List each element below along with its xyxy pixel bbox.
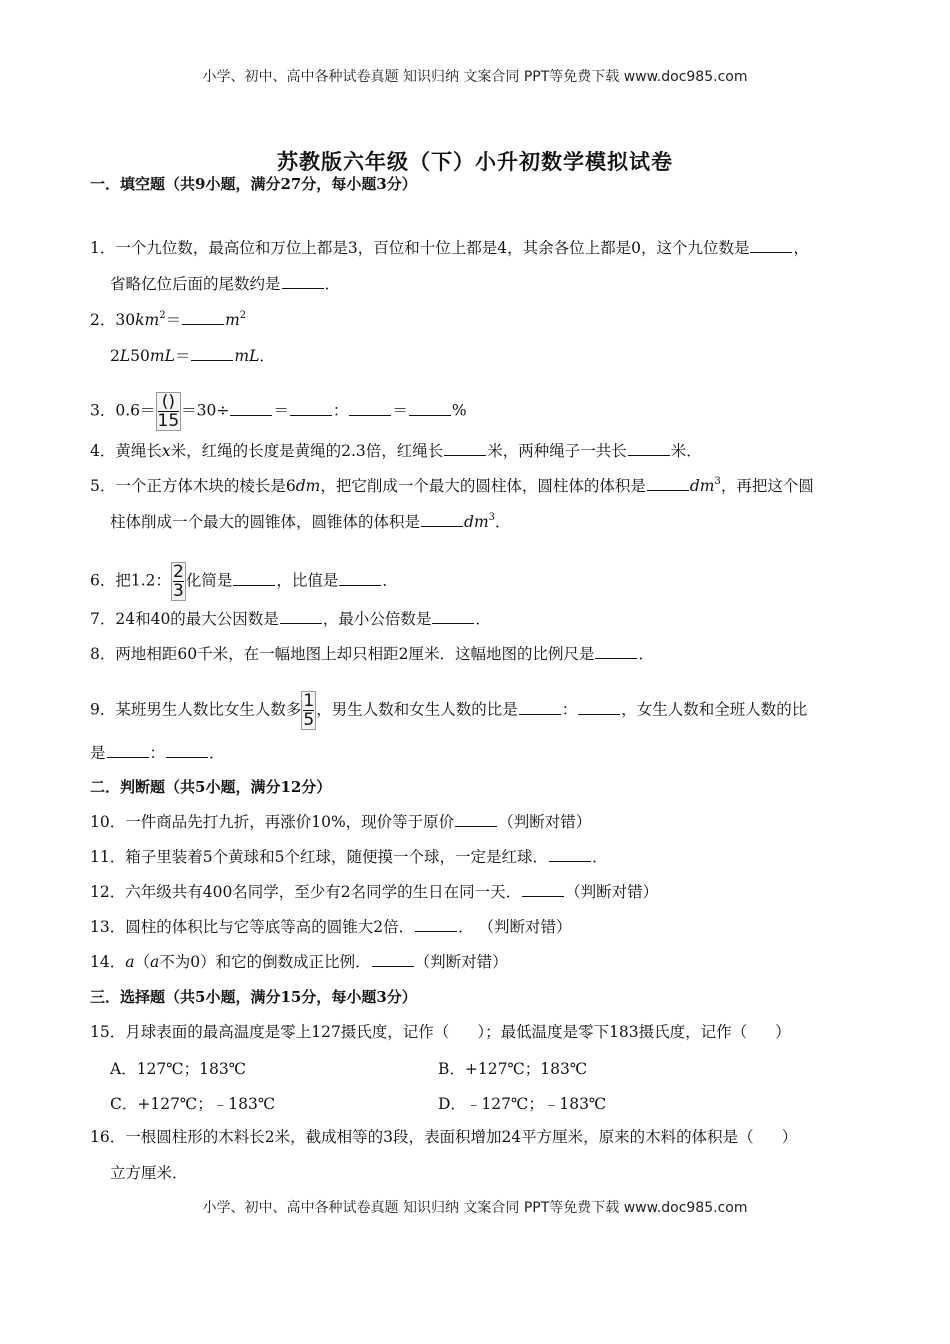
question-9-line-2: 是 ： ． — [90, 744, 225, 762]
answer-blank[interactable] — [519, 700, 561, 715]
answer-blank[interactable] — [432, 609, 474, 624]
option-c[interactable]: C．+127℃；﹣183℃ — [110, 1095, 276, 1113]
answer-blank[interactable] — [455, 812, 497, 827]
question-2-line-2: 2L50mL＝ mL． — [110, 347, 275, 365]
answer-blank[interactable] — [578, 700, 620, 715]
answer-blank[interactable] — [595, 644, 637, 659]
question-5: 5．一个正方体木块的棱长是6dm，把它削成一个最大的圆柱体，圆柱体的体积是 $dm^3$，再把这个圆 — [90, 476, 814, 495]
question-4: 4．黄绳长x米，红绳的长度是黄绳的2.3倍，红绳长 米，两种绳子一共长 米． — [90, 442, 702, 460]
page-footer: 小学、初中、高中各种试卷真题 知识归纳 文案合同 PPT等免费下载 www.doc985.com — [202, 1200, 748, 1216]
section-heading-true-false: 二．判断题（共5小题，满分12分） — [90, 778, 332, 796]
question-12: 12．六年级共有400名同学，至少有2名同学的生日在同一天． （判断对错） — [90, 883, 659, 901]
question-1-line-2: 省略亿位后面的尾数约是 ． — [110, 275, 341, 293]
question-16-line-2: 立方厘米． — [110, 1164, 188, 1182]
answer-blank[interactable] — [233, 571, 275, 586]
page-header: 小学、初中、高中各种试卷真题 知识归纳 文案合同 PPT等免费下载 www.doc985.com — [202, 69, 748, 85]
question-13: 13．圆柱的体积比与它等底等高的圆锥大2倍． ． （判断对错） — [90, 918, 572, 936]
answer-blank[interactable] — [549, 847, 591, 862]
option-b[interactable]: B．+127℃；183℃ — [438, 1060, 588, 1078]
question-14: 14．a（a不为0）和它的倒数成正比例． （判断对错） — [90, 953, 508, 971]
fraction-image: $\frac{()}{15}$ — [157, 392, 180, 431]
question-2: 2．$30km^2= m^2$ — [90, 310, 247, 329]
answer-blank[interactable] — [628, 441, 670, 456]
answer-blank[interactable] — [522, 882, 564, 897]
section-heading-fill-blank: 一．填空题（共9小题，满分27分，每小题3分） — [90, 175, 417, 193]
question-15: 15．月球表面的最高温度是零上127摄氏度，记作（ ）；最低温度是零下183摄氏度，记作（ ） — [90, 1023, 791, 1041]
answer-blank[interactable] — [230, 401, 272, 416]
answer-blank[interactable] — [444, 441, 486, 456]
answer-blank[interactable] — [107, 743, 149, 758]
answer-blank[interactable] — [166, 743, 208, 758]
answer-blank[interactable] — [182, 310, 224, 325]
answer-blank[interactable] — [372, 952, 414, 967]
question-7: 7．24和40的最大公因数是 ，最小公倍数是 ． — [90, 610, 491, 628]
answer-blank[interactable] — [750, 238, 792, 253]
question-5-line-2: 柱体削成一个最大的圆锥体，圆锥体的体积是 $dm^3$． — [110, 512, 511, 531]
answer-blank[interactable] — [280, 609, 322, 624]
question-1: 1．一个九位数，最高位和万位上都是3，百位和十位上都是4，其余各位上都是0，这个九位数是 ， — [90, 239, 809, 257]
answer-blank[interactable] — [415, 917, 457, 932]
answer-blank[interactable] — [191, 346, 233, 361]
answer-blank[interactable] — [290, 401, 332, 416]
question-10: 10．一件商品先打九折，再涨价10%，现价等于原价 （判断对错） — [90, 813, 592, 831]
question-9: 9．某班男生人数比女生人数多 $\frac{1}{5}$ ，男生人数和女生人数的比是 ： ，女生人数和全班人数的比 — [90, 691, 808, 730]
section-heading-multiple-choice: 三．选择题（共5小题，满分15分，每小题3分） — [90, 988, 417, 1006]
option-a[interactable]: A．127℃；183℃ — [110, 1060, 247, 1078]
question-6: 6．把1.2： $\frac{2}{3}$ 化简是 ，比值是 ． — [90, 562, 398, 601]
page-title: 苏教版六年级（下）小升初数学模拟试卷 — [277, 149, 673, 174]
fraction-image: $\frac{1}{5}$ — [303, 691, 315, 730]
answer-blank[interactable] — [282, 274, 324, 289]
question-3: 3．0.6＝ $\frac{()}{15}$ ＝30÷ ＝ ： ＝ % — [90, 392, 467, 431]
fraction-image: $\frac{2}{3}$ — [173, 562, 184, 601]
answer-blank[interactable] — [409, 401, 451, 416]
option-d[interactable]: D．﹣127℃；﹣183℃ — [438, 1095, 607, 1113]
question-8: 8．两地相距60千米，在一幅地图上却只相距2厘米．这幅地图的比例尺是 ． — [90, 645, 654, 663]
answer-blank[interactable] — [421, 512, 463, 527]
question-11: 11．箱子里装着5个黄球和5个红球，随便摸一个球，一定是红球． ． — [90, 848, 608, 866]
answer-blank[interactable] — [647, 476, 689, 491]
answer-blank[interactable] — [349, 401, 391, 416]
question-16: 16．一根圆柱形的木料长2米，截成相等的3段，表面积增加24平方厘米，原来的木料的体积是（ ） — [90, 1128, 798, 1146]
answer-blank[interactable] — [339, 571, 381, 586]
